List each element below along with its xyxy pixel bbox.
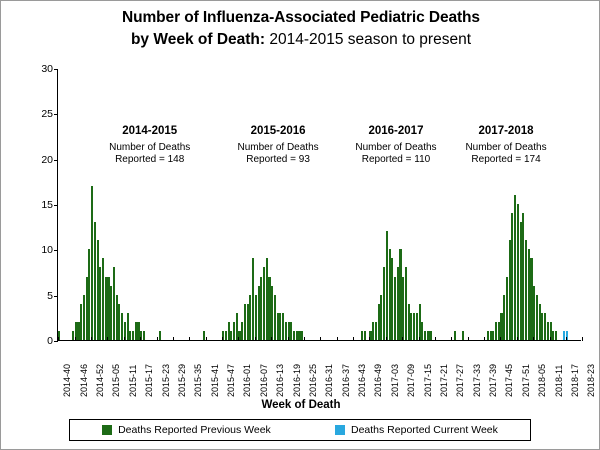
y-axis-tick-label: 30 xyxy=(41,63,53,75)
x-axis-ticks xyxy=(57,341,597,401)
x-axis-tick-mark xyxy=(517,337,518,341)
season-death-count-value: Reported = 148 xyxy=(115,154,185,165)
season-annotation xyxy=(336,125,456,166)
season-death-count: Number of Deaths xyxy=(237,142,319,153)
y-axis-tick-label: 0 xyxy=(47,335,53,347)
x-axis-tick-mark xyxy=(402,337,403,341)
x-axis-tick-label: 2018-23 xyxy=(586,363,597,397)
bar-deaths-previous-week xyxy=(159,331,161,340)
bar-deaths-previous-week xyxy=(429,331,431,340)
y-axis-tick-label: 25 xyxy=(41,108,53,121)
x-axis-tick-mark xyxy=(140,337,141,341)
x-axis-tick-mark xyxy=(500,337,501,341)
season-name: 2017-2018 xyxy=(478,125,534,137)
x-axis-tick-label: 2017-33 xyxy=(471,363,482,397)
x-axis-tick-label: 2017-15 xyxy=(422,363,433,397)
legend-swatch-icon xyxy=(102,425,112,435)
x-axis-tick-mark xyxy=(271,337,272,341)
x-axis-tick-label: 2015-11 xyxy=(127,364,138,397)
season-annotation xyxy=(446,125,566,166)
x-axis-tick-mark xyxy=(337,337,338,341)
x-axis-tick-mark xyxy=(320,337,321,341)
x-axis-tick-mark xyxy=(550,337,551,341)
x-axis-label: Week of Death xyxy=(261,399,341,411)
x-axis-tick-label: 2018-11 xyxy=(553,364,564,397)
x-axis-tick-label: 2017-39 xyxy=(488,363,499,397)
x-axis-tick-label: 2014-40 xyxy=(62,363,73,397)
chart-title-line1: Number of Influenza-Associated Pediatric Deaths xyxy=(122,9,480,26)
legend-item[interactable] xyxy=(335,424,498,436)
x-axis-tick-mark xyxy=(222,337,223,341)
bar-deaths-previous-week xyxy=(203,331,205,340)
x-axis-tick-label: 2016-01 xyxy=(242,363,253,397)
x-axis-tick-mark xyxy=(582,337,583,341)
x-axis-tick-label: 2017-09 xyxy=(406,363,417,397)
chart-title-line2-bold: by Week of Death: xyxy=(130,31,266,48)
season-name: 2014-2015 xyxy=(122,125,178,137)
x-axis-tick-label: 2016-37 xyxy=(340,363,351,397)
x-axis-tick-label: 2016-19 xyxy=(291,363,302,397)
x-axis-tick-label: 2014-46 xyxy=(78,363,89,397)
x-axis-tick-label: 2016-31 xyxy=(324,363,335,397)
legend-label: Deaths Reported Current Week xyxy=(351,424,498,436)
legend-label: Deaths Reported Previous Week xyxy=(118,424,271,436)
x-axis-tick-mark xyxy=(533,337,534,341)
x-axis-tick-label: 2014-52 xyxy=(95,363,106,397)
x-axis-tick-mark xyxy=(124,337,125,341)
bar-deaths-previous-week xyxy=(143,331,145,340)
x-axis-tick-label: 2017-21 xyxy=(438,363,449,397)
chart-title-line2 xyxy=(1,31,600,49)
x-axis-tick-label: 2015-17 xyxy=(144,363,155,397)
x-axis-tick-label: 2017-27 xyxy=(455,363,466,397)
x-axis-tick-mark xyxy=(386,337,387,341)
x-axis-tick-mark xyxy=(255,337,256,341)
x-axis-tick-label: 2017-03 xyxy=(389,363,400,397)
y-axis-tick-label: 15 xyxy=(41,199,53,211)
season-death-count-value: Reported = 174 xyxy=(471,154,541,165)
season-death-count-value: Reported = 110 xyxy=(361,154,431,165)
x-axis-tick-label: 2015-05 xyxy=(111,363,122,397)
legend-swatch-icon xyxy=(335,425,345,435)
x-axis-tick-mark xyxy=(58,337,59,341)
x-axis-tick-label: 2017-51 xyxy=(520,363,531,397)
season-death-count: Number of Deaths xyxy=(465,142,547,153)
x-axis-tick-label: 2016-43 xyxy=(357,363,368,397)
x-axis-tick-label: 2018-17 xyxy=(569,363,580,397)
x-axis-tick-label: 2018-05 xyxy=(537,363,548,397)
season-death-count: Number of Deaths xyxy=(109,142,191,153)
y-axis-tick-label: 10 xyxy=(41,244,53,257)
x-axis-tick-mark xyxy=(419,337,420,341)
chart-title-line2-rest: 2014-2015 season to present xyxy=(265,31,472,48)
x-axis-tick-mark xyxy=(75,337,76,341)
season-death-count-value: Reported = 93 xyxy=(246,154,310,165)
season-name: 2016-2017 xyxy=(368,125,424,137)
x-axis-tick-mark xyxy=(238,337,239,341)
x-axis-tick-mark xyxy=(206,337,207,341)
x-axis-tick-label: 2015-35 xyxy=(193,363,204,397)
x-axis-tick-mark xyxy=(435,337,436,341)
plot-area xyxy=(41,63,581,347)
x-axis-tick-label: 2016-07 xyxy=(258,363,269,397)
chart-title xyxy=(1,9,600,49)
x-axis-tick-mark xyxy=(157,337,158,341)
x-axis-tick-mark xyxy=(288,337,289,341)
x-axis-tick-mark xyxy=(484,337,485,341)
x-axis-tick-label: 2015-23 xyxy=(160,363,171,397)
x-axis-tick-mark xyxy=(91,337,92,341)
season-annotation xyxy=(90,125,210,166)
bar-deaths-previous-week xyxy=(555,331,557,340)
chart-legend xyxy=(69,419,531,441)
x-axis-tick-label: 2016-49 xyxy=(373,363,384,397)
legend-item[interactable] xyxy=(102,424,271,436)
y-axis-tick-label: 5 xyxy=(47,289,53,302)
x-axis-tick-label: 2016-25 xyxy=(307,363,318,397)
bar-deaths-previous-week xyxy=(462,331,464,340)
bar-deaths-previous-week xyxy=(301,331,303,340)
season-name: 2015-2016 xyxy=(250,125,306,137)
x-axis-tick-mark xyxy=(107,337,108,341)
x-axis-tick-mark xyxy=(566,337,567,341)
x-axis-tick-label: 2015-41 xyxy=(209,363,220,397)
season-death-count: Number of Deaths xyxy=(355,142,437,153)
x-axis-tick-mark xyxy=(451,337,452,341)
bar-deaths-previous-week xyxy=(454,331,456,340)
x-axis-tick-mark xyxy=(304,337,305,341)
x-axis-tick-mark xyxy=(173,337,174,341)
x-axis-tick-label: 2017-45 xyxy=(504,363,515,397)
x-axis-tick-mark xyxy=(189,337,190,341)
y-axis-tick-label: 20 xyxy=(41,153,53,166)
x-axis-tick-mark xyxy=(468,337,469,341)
season-annotation xyxy=(218,125,338,166)
x-axis-tick-label: 2016-13 xyxy=(275,363,286,397)
x-axis-tick-mark xyxy=(353,337,354,341)
x-axis-tick-label: 2015-47 xyxy=(226,363,237,397)
x-axis-tick-mark xyxy=(369,337,370,341)
bars-group xyxy=(58,69,581,340)
x-axis-tick-label: 2015-29 xyxy=(176,363,187,397)
bar-deaths-previous-week xyxy=(364,331,366,340)
